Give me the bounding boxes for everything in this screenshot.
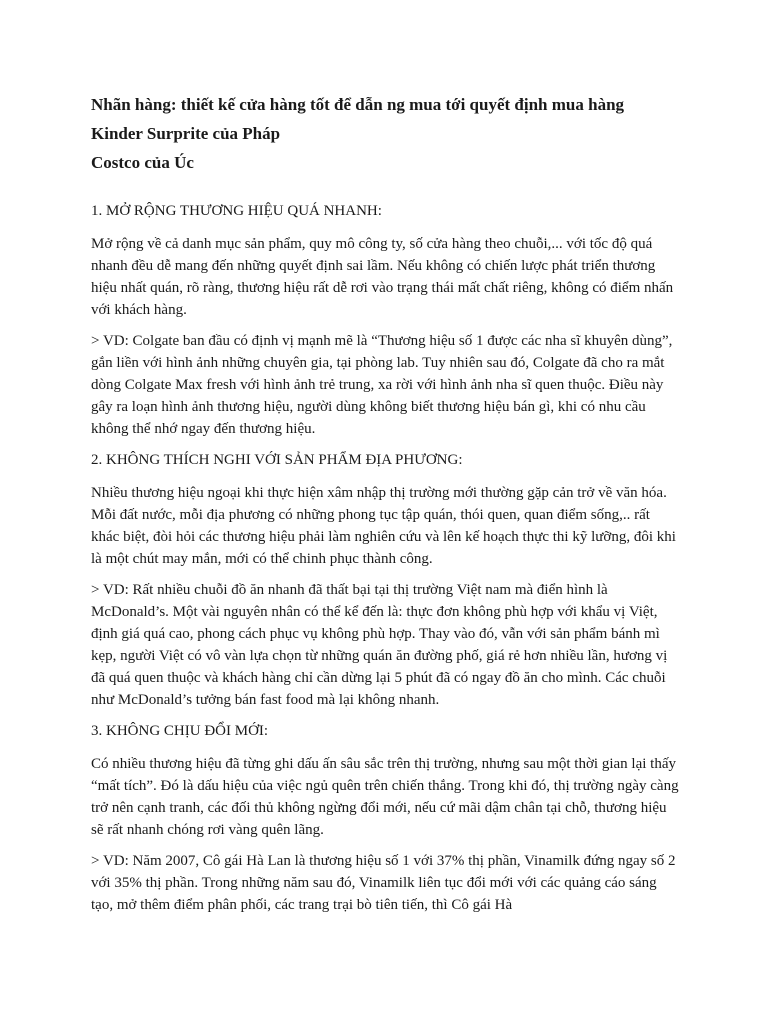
section-2-paragraph-1: Nhiều thương hiệu ngoại khi thực hiện xâm nhập thị trường mới thường gặp cản trở về văn hóa. Mỗi đất nước, mỗi địa phương có những phong tục tập quán, thói quen, quan điểm sống,.. rất khác biệt, đòi hỏi các thương hiệu phải làm nghiên cứu và lên kế hoạch thực thi kỹ lưỡng, đôi khi là một chút may mắn, mới có thể chinh phục thành công. (91, 485, 676, 567)
section-2-paragraph-2: > VD: Rất nhiều chuỗi đồ ăn nhanh đã thất bại tại thị trường Việt nam mà điển hình là McDonald’s. Một vài nguyên nhân có thể kể đến là: thực đơn không phù hợp với khẩu vị Việt, định giá quá cao, phong cách phục vụ không phù hợp. Thay vào đó, vẫn với sản phẩm bánh mì kẹp, người Việt có vô vàn lựa chọn từ những quán ăn đường phố, giá rẻ hơn nhiều lần, hương vị đã quá quen thuộc và khách hàng chỉ cần dừng lại 5 phút đã có ngay đồ ăn cho mình. Các chuỗi như McDonald’s tưởng bán fast food mà lại không nhanh. (91, 582, 668, 708)
document-content (91, 92, 681, 925)
section-heading-2: 2. KHÔNG THÍCH NGHI VỚI SẢN PHẨM ĐỊA PHƯƠNG: (91, 452, 463, 468)
section-3-paragraph-1: Có nhiều thương hiệu đã từng ghi dấu ấn sâu sắc trên thị trường, nhưng sau một thời gian lại thấy “mất tích”. Đó là dấu hiệu của việc ngủ quên trên chiến thắng. Trong khi đó, thị trường ngày càng trở nên cạnh tranh, các đối thủ không ngừng đổi mới, nếu cứ mãi dậm chân tại chỗ, thương hiệu sẽ rất nhanh chóng rơi vàng quên lãng. (91, 756, 679, 838)
document-subtitle-costco: Costco của Úc (91, 153, 194, 172)
document-subtitle-kinder: Kinder Surprite của Pháp (91, 124, 281, 143)
document-title: Nhãn hàng: thiết kế cửa hàng tốt để dẫn ng mua tới quyết định mua hàng (91, 95, 625, 114)
section-1-paragraph-1: Mở rộng về cả danh mục sản phẩm, quy mô công ty, số cửa hàng theo chuỗi,... với tốc độ quá nhanh đều dễ mang đến những quyết định sai lầm. Nếu không có chiến lược phát triển thương hiệu nhất quán, rõ ràng, thương hiệu rất dễ rơi vào trạng thái mất chất riêng, không có điểm nhấn với khách hàng. (91, 236, 674, 318)
section-heading-1: 1. MỞ RỘNG THƯƠNG HIỆU QUÁ NHANH: (91, 203, 382, 219)
section-1-paragraph-2: > VD: Colgate ban đầu có định vị mạnh mẽ là “Thương hiệu số 1 được các nha sĩ khuyên dùng”, gắn liền với hình ảnh những chuyên gia, tại phòng lab. Tuy nhiên sau đó, Colgate đã cho ra mắt dòng Colgate Max fresh với hình ảnh trẻ trung, xa rời với hình ảnh nha sĩ quen thuộc. Điều này gây ra loạn hình ảnh thương hiệu, người dùng không biết thương hiệu bán gì, khi có nhu cầu không thể nhớ ngay đến thương hiệu. (91, 333, 673, 437)
section-3-paragraph-2: > VD: Năm 2007, Cô gái Hà Lan là thương hiệu số 1 với 37% thị phần, Vinamilk đứng ngay số 2 với 35% thị phần. Trong những năm sau đó, Vinamilk liên tục đổi mới với các quảng cáo sáng tạo, mở thêm điểm phân phối, các trang trại bò tiên tiến, thì Cô gái Hà (91, 853, 676, 913)
section-heading-3: 3. KHÔNG CHỊU ĐỔI MỚI: (91, 723, 269, 739)
